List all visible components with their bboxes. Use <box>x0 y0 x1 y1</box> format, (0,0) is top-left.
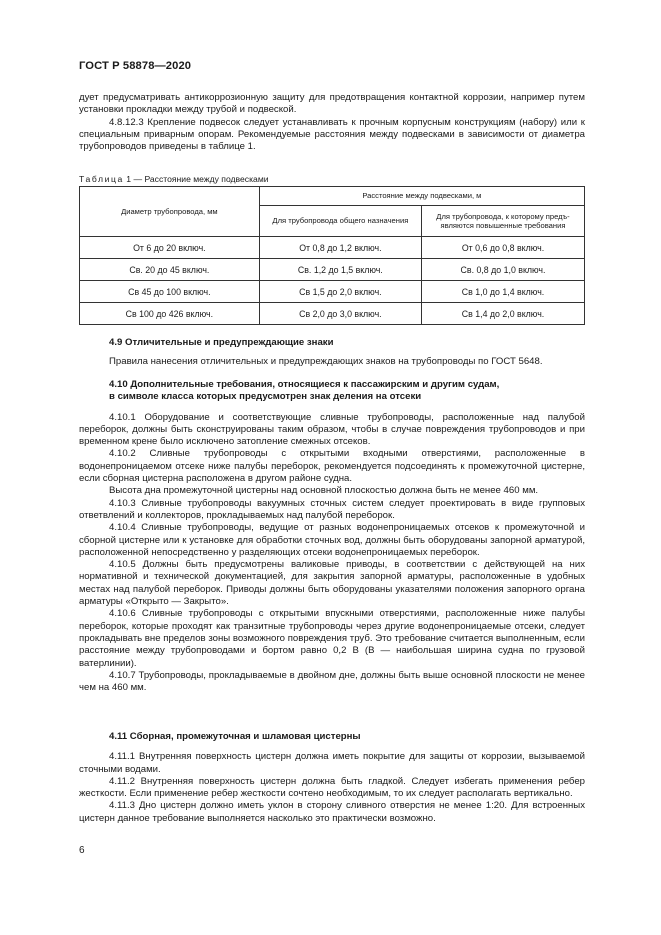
col-header-group: Расстояние между подвесками, м <box>259 187 584 206</box>
paragraph: 4.11.3 Дно цистерн должно иметь уклон в сторону сливного отверстия не менее 1:20. Для встроенных цистерн данное требование выполняется насколько это практически возможно. <box>79 800 585 824</box>
table-row <box>80 281 585 303</box>
paragraph: 4.10.1 Оборудование и соответствующие сливные трубопроводы, расположенные над палубой переборок, должны быть сконструированы таким образом, чтобы в случае повреждения трубопроводов и при временном крене было исключено затопление смежных отсеков. <box>79 411 585 448</box>
table-row <box>80 237 585 259</box>
cell-general: Св 2,0 до 3,0 включ. <box>259 303 421 325</box>
paragraph: 4.10.2 Сливные трубопроводы с открытыми входными отверстиями, расположенные в водонепроницаемом отсеке ниже палубы переборок, рекомендуется подсоединять к промежуточной цистерне, если сборная цистерна расположена в другом районе судна. <box>79 448 585 485</box>
paragraph: 4.8.12.3 Крепление подвесок следует устанавливать к прочным корпусным конструкциям (набору) или к специальным приварным опорам. Рекомендуемые расстояния между подвесками в зависимости от диаметра трубопроводов приведены в таблице 1. <box>79 116 585 153</box>
paragraph: 4.10.3 Сливные трубопроводы вакуумных сточных систем следует проектировать в виде групповых ответвлений и коллекторов, прокладываемых над палубой переборок. <box>79 497 585 521</box>
section-title: 4.11 Сборная, промежуточная и шламовая цистерны <box>109 731 361 742</box>
paragraph: 4.10.4 Сливные трубопроводы, ведущие от разных водонепроницаемых отсеков к промежуточной и сборной цистерне или к установке для обработки сточных вод, должны быть оборудованы запорной арматурой, расположенной непосредственно у разделяющих отсеки водонепроницаемых переборок. <box>79 522 585 558</box>
paragraph: Высота дна промежуточной цистерны над основной плоскостью должна быть не менее 460 мм. <box>109 485 539 497</box>
col-header-general: Для трубопровода общего назначения <box>259 206 421 237</box>
table-row <box>80 259 585 281</box>
table-caption-text: 1 — Расстояние между подвесками <box>123 174 269 184</box>
cell-general: От 0,8 до 1,2 включ. <box>259 237 421 259</box>
section-4-11 <box>79 731 585 825</box>
cell-high: Св 1,4 до 2,0 включ. <box>422 303 585 325</box>
paragraph: 4.11.1 Внутренняя поверхность цистерн должна иметь покрытие для защиты от коррозии, вызываемой сточными водами. <box>79 751 585 775</box>
page-number: 6 <box>79 845 85 856</box>
table-caption-label: Таблица <box>79 174 124 184</box>
section-4-9 <box>79 337 585 369</box>
paragraph: 4.10.7 Трубопроводы, прокладываемые в двойном дне, должны быть выше основной плоскости не менее чем на 460 мм. <box>79 669 585 694</box>
col-header-high: Для трубопровода, к которому предъ-являются повышенные требования <box>422 206 585 237</box>
paragraph: дует предусматривать антикоррозионную защиту для предотвращения контактной коррозии, например путем установки прокладки между трубой и подвеской. <box>79 92 585 116</box>
table-caption <box>79 174 269 184</box>
hanger-distance-table <box>79 186 585 325</box>
document-header: ГОСТ Р 58878—2020 <box>79 60 192 72</box>
cell-general: Св 1,5 до 2,0 включ. <box>259 281 421 303</box>
section-title-line-2: в символе класса которых предусмотрен знак деления на отсеки <box>109 391 422 403</box>
cell-high: Св 1,0 до 1,4 включ. <box>422 281 585 303</box>
cell-diameter: От 6 до 20 включ. <box>80 237 260 259</box>
col-header-diameter: Диаметр трубопровода, мм <box>80 187 260 237</box>
section-4-10 <box>79 379 585 694</box>
table-row <box>80 303 585 325</box>
paragraph: 4.11.2 Внутренняя поверхность цистерн должна быть гладкой. Следует избегать применения ребер жесткости. Если применение ребер жесткости сочтено необходимым, то их следует располагать вертикально. <box>79 775 585 800</box>
paragraph: Правила нанесения отличительных и предупреждающих знаков на трубопроводы по ГОСТ 5648. <box>109 356 543 368</box>
intro-text <box>79 92 585 153</box>
section-title-line-1: 4.10 Дополнительные требования, относящиеся к пассажирским и другим судам, <box>109 379 500 390</box>
paragraph: 4.10.5 Должны быть предусмотрены валиковые приводы, в соответствии с действующей на них нормативной и технической документацией, для закрытия запорной арматуры, расположенные в удобных местах над палубой переборок. Приводы должны быть оборудованы указателями положения запорного органа арматуры «Открыто — Закрыто». <box>79 559 585 608</box>
cell-general: Св. 1,2 до 1,5 включ. <box>259 259 421 281</box>
cell-diameter: Св 100 до 426 включ. <box>80 303 260 325</box>
section-title: 4.9 Отличительные и предупреждающие знаки <box>109 337 334 348</box>
cell-high: Св. 0,8 до 1,0 включ. <box>422 259 585 281</box>
cell-high: От 0,6 до 0,8 включ. <box>422 237 585 259</box>
paragraph: 4.10.6 Сливные трубопроводы с открытыми впускными отверстиями, расположенные ниже палубы переборок, которые проходят как транзитные трубопроводы через другие водонепроницаемые отсеки, следует прокладывать вне пределов зоны возможного повреждения труб. Это требование считается выполненным, если расстояние между трубопроводами и бортом равно 0,2 B (B — наибольшая ширина судна по грузовой ватерлинии). <box>79 608 585 669</box>
cell-diameter: Св. 20 до 45 включ. <box>80 259 260 281</box>
cell-diameter: Св 45 до 100 включ. <box>80 281 260 303</box>
